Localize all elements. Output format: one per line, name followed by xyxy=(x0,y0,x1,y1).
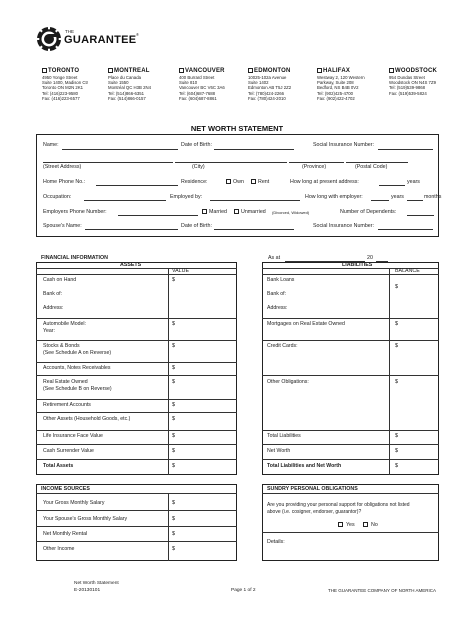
office-address-halifax xyxy=(317,75,365,101)
postal-label: (Postal Code) xyxy=(355,164,388,170)
asset-cash-value[interactable]: $ xyxy=(172,277,176,283)
sin-label: Social Insurance Number: xyxy=(313,142,374,148)
employer-phone-field[interactable] xyxy=(118,215,198,216)
liab-rule-2 xyxy=(262,340,439,341)
office-checkbox-woodstock[interactable] xyxy=(389,68,394,73)
liab-total-label: Total Liabilities xyxy=(267,433,301,439)
income-gross-salary-value[interactable]: $ xyxy=(172,500,176,506)
footer-doc-code: E-20130101 xyxy=(74,588,101,593)
office-address-vancouver xyxy=(179,75,225,101)
years-employer-field[interactable] xyxy=(371,200,389,201)
office-checkbox-montreal[interactable] xyxy=(108,68,113,73)
income-gross-salary-label: Your Gross Monthly Salary xyxy=(43,500,105,506)
occupation-field[interactable] xyxy=(84,200,166,201)
liab-bank-loans-label: Bank Loans xyxy=(267,277,295,283)
asset-retirement-value[interactable]: $ xyxy=(172,402,176,408)
page-title: NET WORTH STATEMENT xyxy=(190,124,284,133)
employer-phone-label: Employers Phone Number: xyxy=(43,209,107,215)
office-line: Woodstock ON N4S 7Z9 xyxy=(389,80,436,86)
asset-rule-8 xyxy=(36,444,237,445)
years2-label: years xyxy=(391,194,404,200)
liab-other-obligations-label: Other Obligations: xyxy=(267,379,309,385)
income-spouse-salary-value[interactable]: $ xyxy=(172,516,176,522)
city-field[interactable] xyxy=(175,162,287,163)
office-address-toronto xyxy=(42,75,88,101)
income-rental-label: Net Monthly Rental xyxy=(43,531,88,537)
asset-auto-label: Automobile Model: xyxy=(43,321,86,327)
name-label: Name: xyxy=(43,142,59,148)
dob-label: Date of Birth: xyxy=(181,142,212,148)
no-label: No xyxy=(371,522,378,528)
liab-mortgages-label: Mortgages on Real Estate Owned xyxy=(267,321,345,327)
asset-accounts-label: Accounts, Notes Receivables xyxy=(43,365,111,371)
province-field[interactable] xyxy=(289,162,344,163)
years-address-field[interactable] xyxy=(379,185,405,186)
assets-subheader-rule xyxy=(36,274,237,275)
asset-cash-surrender-label: Cash Surrender Value xyxy=(43,448,94,454)
liab-bank-loans-value[interactable]: $ xyxy=(395,284,399,290)
office-line: Fax: (519)539-5824 xyxy=(389,90,427,96)
liab-mortgages-value[interactable]: $ xyxy=(395,321,399,327)
spouse-sin-label: Social Insurance Number: xyxy=(313,223,374,229)
asset-auto-value[interactable]: $ xyxy=(172,321,176,327)
details-label: Details: xyxy=(267,539,285,545)
office-line: Tel: (519)539-9868 xyxy=(389,85,426,91)
asset-life-ins-value[interactable]: $ xyxy=(172,433,176,439)
yes-checkbox[interactable] xyxy=(338,522,343,527)
spouse-name-field[interactable] xyxy=(85,229,178,230)
asset-rule-3 xyxy=(36,362,237,363)
asset-real-estate-sub: (See Schedule B on Reverse) xyxy=(43,386,112,392)
employed-by-label: Employed by: xyxy=(170,194,203,200)
liabilities-subheader-rule xyxy=(262,274,439,275)
street-field[interactable] xyxy=(43,162,173,163)
liab-total-net-value[interactable]: $ xyxy=(395,463,399,469)
liab-net-worth-value[interactable]: $ xyxy=(395,448,399,454)
city-label: (City) xyxy=(192,164,205,170)
asset-address-label: Address: xyxy=(43,305,64,311)
liab-rule-1 xyxy=(262,318,439,319)
sundry-header-rule xyxy=(262,493,439,494)
liab-rule-3 xyxy=(262,375,439,376)
office-name-toronto: TORONTO xyxy=(48,67,80,74)
asset-year-label: Year: xyxy=(43,328,55,334)
office-line: Montréal QC H3B 2N4 xyxy=(108,85,151,91)
asset-retirement-label: Retirement Accounts xyxy=(43,402,91,408)
guarantee-logo xyxy=(36,26,146,52)
office-checkbox-toronto[interactable] xyxy=(42,68,47,73)
dependents-label: Number of Dependents: xyxy=(340,209,397,215)
province-label: (Province) xyxy=(302,164,327,170)
office-line: Fax: (902)422-4702 xyxy=(317,95,355,101)
liab-rule-5 xyxy=(262,444,439,445)
dependents-field[interactable] xyxy=(407,215,434,216)
spouse-dob-field[interactable] xyxy=(214,229,294,230)
spouse-sin-field[interactable] xyxy=(378,229,433,230)
asset-cash-label: Cash on Hand xyxy=(43,277,77,283)
own-label: Own xyxy=(233,179,244,185)
married-label: Married xyxy=(209,209,227,215)
asset-total-label: Total Assets xyxy=(43,463,74,469)
months-label: months xyxy=(424,194,442,200)
rent-checkbox[interactable] xyxy=(251,179,256,184)
office-checkbox-vancouver[interactable] xyxy=(179,68,184,73)
unmarried-note: (Divorced, Widowed) xyxy=(272,210,310,215)
sin-field[interactable] xyxy=(378,149,433,150)
spouse-name-label: Spouse's Name: xyxy=(43,223,82,229)
logo-the: THE xyxy=(65,29,74,34)
postal-field[interactable] xyxy=(346,162,408,163)
income-header-rule xyxy=(36,493,237,494)
office-checkbox-halifax[interactable] xyxy=(317,68,322,73)
no-checkbox[interactable] xyxy=(363,522,368,527)
liab-credit-cards-label: Credit Cards: xyxy=(267,343,298,349)
street-label: (Street Address) xyxy=(43,164,82,170)
liab-total-net-label: Total Liabilities and Net Worth xyxy=(267,463,342,469)
office-name-edmonton: EDMONTON xyxy=(254,67,291,74)
income-other-label: Other Income xyxy=(43,546,75,552)
as-at-label: As at xyxy=(268,255,281,261)
office-line: Tel: (416)223-9580 xyxy=(42,90,79,96)
office-line: Tel: (780)424-2266 xyxy=(248,90,285,96)
office-line: Bedford, NS B4B 0V2 xyxy=(317,85,359,91)
asset-cash-surrender-value[interactable]: $ xyxy=(172,448,176,454)
asset-rule-5 xyxy=(36,399,237,400)
asset-stocks-label: Stocks & Bonds xyxy=(43,343,80,349)
liab-bank-label: Bank of: xyxy=(267,291,287,297)
assets-header: ASSETS xyxy=(120,262,142,268)
footer-doc-name: Net Worth Statement xyxy=(74,581,119,586)
office-address-montreal xyxy=(108,75,151,101)
asset-life-ins-label: Life Insurance Face Value xyxy=(43,433,103,439)
sundry-question: Are you providing your personal support for obligations not listed xyxy=(267,502,410,508)
yes-label: Yes xyxy=(346,522,355,528)
office-line: Suite 1400, Madison Ctr xyxy=(42,80,89,86)
home-phone-label: Home Phone No.: xyxy=(43,179,86,185)
months-employer-field[interactable] xyxy=(407,200,423,201)
office-address-woodstock xyxy=(389,75,436,96)
asset-bank-label: Bank of: xyxy=(43,291,63,297)
liab-total-value[interactable]: $ xyxy=(395,433,399,439)
asset-real-estate-value[interactable]: $ xyxy=(172,379,176,385)
guarantee-logo-icon xyxy=(36,26,62,52)
financial-header: FINANCIAL INFORMATION xyxy=(41,255,108,261)
asset-rule-4 xyxy=(36,375,237,376)
income-header: INCOME SOURCES xyxy=(41,486,90,492)
office-line: Tel: (514)866-6351 xyxy=(108,90,145,96)
sundry-divider xyxy=(262,532,439,533)
asset-total-value[interactable]: $ xyxy=(172,463,176,469)
asset-other-value[interactable]: $ xyxy=(172,416,176,422)
asset-rule-1 xyxy=(36,318,237,319)
asset-rule-2 xyxy=(36,340,237,341)
rent-label: Rent xyxy=(258,179,270,185)
sundry-header: SUNDRY PERSONAL OBLIGATIONS xyxy=(267,486,358,492)
liab-net-worth-label: Net Worth xyxy=(267,448,291,454)
asset-rule-9 xyxy=(36,459,237,460)
office-name-vancouver: VANCOUVER xyxy=(185,67,225,74)
office-line: Fax: (604)687-8861 xyxy=(179,95,217,101)
assets-header-rule xyxy=(36,268,237,269)
income-rule-2 xyxy=(36,526,237,527)
value-header: VALUE xyxy=(172,268,189,274)
liabilities-header: LIABILITIES xyxy=(342,262,373,268)
office-name-montreal: MONTREAL xyxy=(114,67,150,74)
logo-registered: ® xyxy=(136,32,139,37)
office-line: Place du Canada xyxy=(108,75,141,80)
sundry-question-2: above (i.e. cosigner, endorser, guarantor)? xyxy=(267,509,362,515)
residence-label: Residence: xyxy=(181,179,208,185)
spouse-dob-label: Date of Birth: xyxy=(181,223,212,229)
income-rule-1 xyxy=(36,510,237,511)
office-line: Parkway, Suite 208 xyxy=(317,80,354,86)
unmarried-label: Unmarried xyxy=(241,209,266,215)
married-checkbox[interactable] xyxy=(202,209,207,214)
liab-address-label: Address: xyxy=(267,305,288,311)
asset-other-label: Other Assets (Household Goods, etc.) xyxy=(43,416,131,422)
asset-accounts-value[interactable]: $ xyxy=(172,365,176,371)
office-line: 10025-102a Avenue xyxy=(248,75,287,80)
office-line: Toronto ON M2N 2K1 xyxy=(42,85,84,91)
how-long-address-label: How long at present address: xyxy=(290,179,359,185)
office-line: Suite 1550 xyxy=(108,80,129,86)
occupation-label: Occupation: xyxy=(43,194,72,200)
office-line: Fax: (514)866-0157 xyxy=(108,95,146,101)
dob-field[interactable] xyxy=(214,149,294,150)
office-name-woodstock: WOODSTOCK xyxy=(395,67,438,74)
office-line: Tel: (604)687-7688 xyxy=(179,90,216,96)
home-phone-field[interactable] xyxy=(96,185,178,186)
income-spouse-salary-label: Your Spouse's Gross Monthly Salary xyxy=(43,516,128,522)
office-name-halifax: HALIFAX xyxy=(323,67,351,74)
asset-real-estate-label: Real Estate Owned xyxy=(43,379,88,385)
logo-name: GUARANTEE xyxy=(64,34,137,46)
office-line: Tel: (902)425-4700 xyxy=(317,90,354,96)
liab-other-obligations-value[interactable]: $ xyxy=(395,379,399,385)
office-line: Fax: (416)223-6577 xyxy=(42,95,80,101)
office-line: Suite 1402 xyxy=(248,80,269,86)
balance-header: BALANCE xyxy=(395,268,420,274)
office-checkbox-edmonton[interactable] xyxy=(248,68,253,73)
name-field[interactable] xyxy=(62,149,178,150)
office-line: Fax: (780)424-2010 xyxy=(248,95,286,101)
office-address-edmonton xyxy=(248,75,291,101)
income-rule-3 xyxy=(36,541,237,542)
how-long-employer-label: How long with employer: xyxy=(305,194,363,200)
years-label: years xyxy=(407,179,420,185)
year-prefix: 20 xyxy=(367,255,373,261)
income-other-value[interactable]: $ xyxy=(172,546,176,552)
asset-rule-7 xyxy=(36,430,237,431)
office-line: Westway 2, 120 Western xyxy=(317,75,365,80)
office-line: Vancouver BC V6C 3A6 xyxy=(179,85,225,91)
liab-credit-cards-value[interactable]: $ xyxy=(395,343,399,349)
office-line: Suite 810 xyxy=(179,80,198,86)
own-checkbox[interactable] xyxy=(226,179,231,184)
office-line: Edmonton AB T5J 2Z2 xyxy=(248,85,292,91)
income-value-divider xyxy=(168,493,169,561)
asset-rule-6 xyxy=(36,412,237,413)
office-line: 954 Dundas Street xyxy=(389,75,425,80)
unmarried-checkbox[interactable] xyxy=(234,209,239,214)
footer-company: THE GUARANTEE COMPANY OF NORTH AMERICA xyxy=(328,588,437,593)
liab-rule-4 xyxy=(262,430,439,431)
income-rental-value[interactable]: $ xyxy=(172,531,176,537)
asset-stocks-sub: (See Schedule A on Reverse) xyxy=(43,350,112,356)
employed-by-field[interactable] xyxy=(210,200,300,201)
office-line: 4950 Yonge Street xyxy=(42,75,78,80)
office-line: 400 Burrard Street xyxy=(179,75,215,80)
footer-page: Page 1 of 2 xyxy=(231,588,256,593)
liab-rule-6 xyxy=(262,459,439,460)
asset-stocks-value[interactable]: $ xyxy=(172,343,176,349)
